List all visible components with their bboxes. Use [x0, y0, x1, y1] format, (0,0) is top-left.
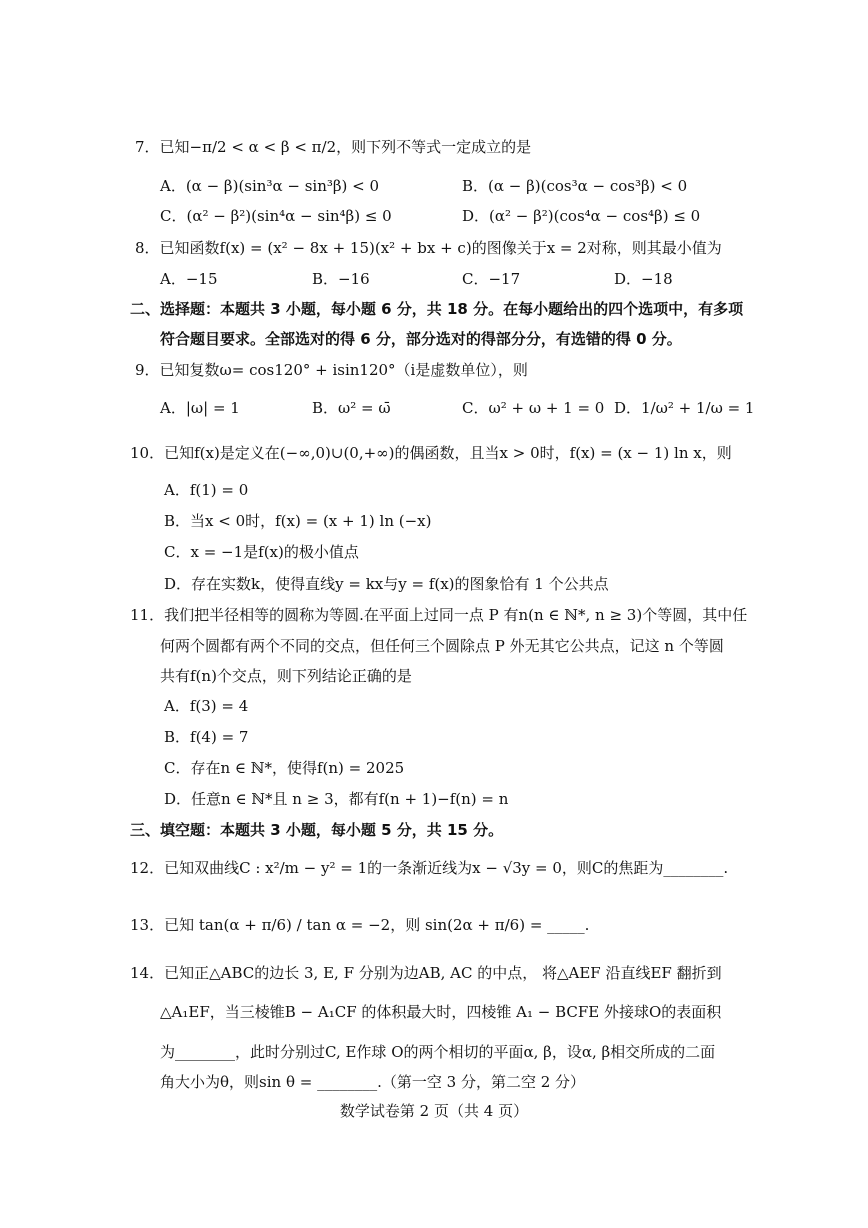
q10-option-b: B．当x < 0时，f(x) = (x + 1) ln (−x) — [164, 512, 432, 530]
page-footer: 数学试卷第 2 页（共 4 页） — [339, 1102, 529, 1120]
section3-heading: 三、填空题：本题共 3 小题，每小题 5 分，共 15 分。 — [130, 821, 504, 839]
q9-option-b: B．ω² = ω̄ — [312, 399, 391, 417]
q8-option-d: D．−18 — [614, 270, 673, 288]
q7-stem: 7．已知−π/2 < α < β < π/2，则下列不等式一定成立的是 — [135, 138, 532, 156]
q9-option-c: C．ω² + ω + 1 = 0 — [462, 399, 605, 417]
q11-line1: 11．我们把半径相等的圆称为等圆.在平面上过同一点 P 有n(n ∈ ℕ*, n ≥ 3)个等圆，其中任 — [130, 606, 748, 624]
q8-stem: 8．已知函数f(x) = (x² − 8x + 15)(x² + bx + c)的图像关于x = 2对称，则其最小值为 — [135, 239, 722, 257]
q8-option-b: B．−16 — [312, 270, 370, 288]
q13-text: 13．已知 tan(α + π/6) / tan α = −2，则 sin(2α + π/6) = _____. — [130, 916, 590, 934]
q11-option-c: C．存在n ∈ ℕ*，使得f(n) = 2025 — [164, 759, 405, 777]
q11-line2: 何两个圆都有两个不同的交点，但任何三个圆除点 P 外无其它公共点，记这 n 个等圆 — [160, 637, 724, 655]
q7-option-c: C．(α² − β²)(sin⁴α − sin⁴β) ≤ 0 — [160, 207, 392, 225]
q11-line3: 共有f(n)个交点，则下列结论正确的是 — [160, 667, 412, 685]
q11-option-a: A．f(3) = 4 — [164, 697, 249, 715]
q9-option-a: A．|ω| = 1 — [160, 399, 240, 417]
q14-line4: 角大小为θ，则sin θ = ________.（第一空 3 分，第二空 2 分） — [160, 1073, 586, 1091]
q10-option-c: C．x = −1是f(x)的极小值点 — [164, 543, 359, 561]
q10-option-d: D．存在实数k，使得直线y = kx与y = f(x)的图象恰有 1 个公共点 — [164, 575, 609, 593]
q14-line2: △A₁EF，当三棱锥B − A₁CF 的体积最大时，四棱锥 A₁ − BCFE 外接球O的表面积 — [160, 1003, 722, 1021]
q11-option-b: B．f(4) = 7 — [164, 728, 249, 746]
q12-text: 12．已知双曲线C : x²/m − y² = 1的一条渐近线为x − √3y = 0，则C的焦距为________. — [130, 859, 729, 877]
q7-option-d: D．(α² − β²)(cos⁴α − cos⁴β) ≤ 0 — [462, 207, 701, 225]
q10-option-a: A．f(1) = 0 — [164, 481, 249, 499]
q11-option-d: D．任意n ∈ ℕ*且 n ≥ 3，都有f(n + 1)−f(n) = n — [164, 790, 509, 808]
q7-option-b: B．(α − β)(cos³α − cos³β) < 0 — [462, 177, 688, 195]
q8-option-a: A．−15 — [160, 270, 218, 288]
section2-heading-line1: 二、选择题：本题共 3 小题，每小题 6 分，共 18 分。在每小题给出的四个选项中，有多项 — [130, 300, 744, 318]
q14-line1: 14．已知正△ABC的边长 3, E, F 分别为边AB, AC 的中点， 将△AEF 沿直线EF 翻折到 — [130, 964, 722, 982]
q9-stem: 9．已知复数ω= cos120° + isin120°（i是虚数单位），则 — [135, 361, 528, 379]
q9-option-d: D．1/ω² + 1/ω = 1 — [614, 399, 755, 417]
q7-option-a: A．(α − β)(sin³α − sin³β) < 0 — [160, 177, 380, 195]
q10-stem: 10．已知f(x)是定义在(−∞,0)∪(0,+∞)的偶函数，且当x > 0时，f(x) = (x − 1) ln x，则 — [130, 444, 732, 462]
q8-option-c: C．−17 — [462, 270, 521, 288]
q14-line3: 为________，此时分别过C, E作球 O的两个相切的平面α, β，设α, β相交所成的二面 — [160, 1043, 716, 1061]
section2-heading-line2: 符合题目要求。全部选对的得 6 分，部分选对的得部分分，有选错的得 0 分。 — [160, 330, 682, 348]
